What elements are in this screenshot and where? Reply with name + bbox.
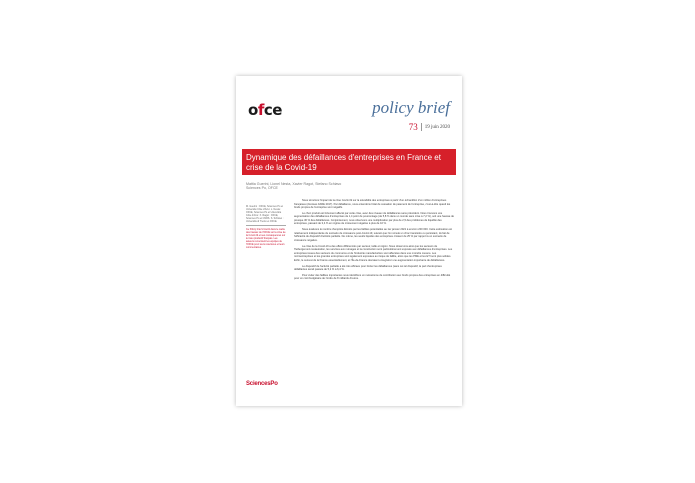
side-note-context: Ce Policy brief s'inscrit dans le cadre des travaux de l'OFCE sur la crise de la Covid-19 et ses conséquences sur le tissu productif français. Les auteurs remercient les équipes de l'OFCE pour leurs relectures et leurs commentaires.	[246, 227, 286, 250]
logo-suffix: ce	[263, 101, 282, 119]
sciences-po-logo: SciencesPo	[246, 381, 278, 387]
policy-brief-label: policy brief	[372, 98, 450, 117]
paragraph: Pour éviter des faillites importantes nous identifions un mécanisme de contribution aux fonds propres des entreprises en difficulté pour un coût budgétaire de l'ordre de 8 milliards d'euros.	[294, 273, 451, 281]
paragraph: Le choc produit est fortement affecté par cette crise, avec des niveaux de défaillances sans précédent. Nous trouvons une augmentation des défaillances d'entreprises de 1,4 point de pourcentage (de 5,8 % dans un monde sans crise à 7,2 %), soit une hausse de presque 30 % des défaillances. Conjointement, nous observons une multiplication par plus de 2,5 des problèmes de liquidité des entreprises, passant de 3,4 % en régime de croisement négative à plus de 10 %.	[294, 211, 454, 226]
side-note-affiliations: M. Guerini : OFCE, Sciences Po et Université Côte d'Azur. L. Nesta : OFCE, Sciences Po et Université Côte d'Azur. X. Ragot : OFCE, Sciences Po et CNRS. S. Schiavo : Università di Trento et OFCE.	[246, 205, 284, 224]
main-text	[294, 199, 454, 283]
document-page	[236, 76, 462, 406]
issue-date: 19 juin 2020	[424, 124, 450, 130]
side-notes	[246, 205, 286, 249]
authors: Mattia Guerini, Lionel Nesta, Xavier Ragot, Stefano Schiavo	[246, 182, 342, 186]
affiliation: Sciences Po, OFCE	[246, 186, 278, 191]
issue-number: 73	[408, 122, 418, 132]
title-banner	[242, 149, 456, 175]
author-block	[246, 182, 406, 191]
paragraph: Nous simulons l'impact de la crise Covid-19 sur la solvabilité des entreprises à partir d'un échantillon d'un million d'entreprises françaises (données FARE 2017). Par défaillance, nous entendons l'état de cessation de paiement de l'entreprise, c'est-à-dire quand les fonds propres de l'entreprise sont négatifs.	[294, 199, 451, 209]
paragraph: Nous évaluons le nombre d'emplois détruits par les faillites potentielles au 1er janvier 2021 à environ 200 000. Cette estimation est relativement indépendante du scénario de croissance post-Covid-19, suivant que l'on simule un choc transitoire ou persistant, du fait de l'efficacité du dispositif d'activité partielle. De même, les seuils liquides des entreprises croisent de 25 % par rapport à un scénario de croissance négative.	[294, 228, 453, 242]
issue-divider	[421, 123, 422, 131]
logo-accent-letter: f	[257, 101, 264, 119]
logo-prefix: o	[248, 101, 258, 119]
paragraph: La crise de la Covid-19 a des effets différenciés par secteur, taille et région. Nous observons ainsi que les secteurs de l'hébergement-restauration, les services aux ménages et la construction sont particulièrement exposés aux défaillances d'entreprises. Les entreprises issues des secteurs du commerce et de l'industrie manufacturière sont affectées dans une moindre mesure. Les microentreprises et les grandes entreprises sont également exposées au risque de faillite, alors que les PME et les ETI sont plus solides. Enfin, le sud-est de la France essentiellement, et l'Île-de-France devraient enregistrer une augmentation importante de défaillances.	[294, 244, 453, 262]
side-note-divider	[246, 225, 286, 226]
paragraph: Le dispositif de l'activité partielle a été très efficace pour limiter les défaillances (sans cet tel dispositif, la part d'entreprises défaillantes serait passée de 5,2 % à 6,4 %.	[294, 264, 442, 272]
issue-info	[409, 122, 450, 132]
document-title: Dynamique des défaillances d'entreprises en France et crise de la Covid-19	[246, 153, 441, 172]
ofce-logo	[248, 101, 282, 119]
